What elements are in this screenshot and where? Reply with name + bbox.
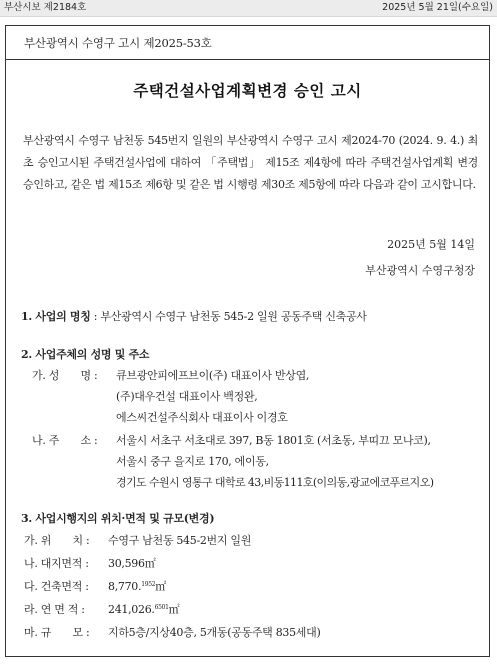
business-owner-name: 에스씨건설주식회사 대표이사 이경호 bbox=[116, 411, 288, 424]
notice-frame bbox=[5, 25, 490, 657]
publication-issue: 부산시보 제2184호 bbox=[4, 2, 87, 13]
section-1-value: 부산광역시 수영구 남천동 545-2 일원 공동주택 신축공사 bbox=[100, 310, 367, 323]
publication-header-bar bbox=[0, 0, 497, 17]
total-floor-area-decimal: 6501 bbox=[154, 604, 169, 611]
land-area: 30,596㎡ bbox=[108, 557, 156, 570]
item-label: 가. 위 치 : bbox=[24, 534, 90, 547]
total-floor-area bbox=[108, 601, 179, 617]
total-floor-area-value: 241,026. bbox=[108, 603, 155, 616]
business-owner-name: 큐브광안피에프브이(주) 대표이사 반상엽, bbox=[116, 369, 310, 382]
address-label: 나. 주 소 : bbox=[32, 434, 98, 447]
building-scale: 지하5층/지상40층, 5개동(공동주택 835세대) bbox=[108, 626, 321, 639]
section-2-heading: 2. 사업주체의 성명 및 주소 bbox=[21, 348, 150, 361]
item-label: 나. 대지면적 : bbox=[24, 557, 89, 570]
section-project-name bbox=[21, 308, 367, 324]
building-area-value: 8,770. bbox=[108, 580, 142, 593]
publication-date: 2025년 5월 21일(수요일) bbox=[382, 2, 493, 13]
section-1-separator: : bbox=[90, 310, 101, 323]
notice-issuer: 부산광역시 수영구청장 bbox=[365, 264, 475, 277]
business-owner-name: (주)대우건설 대표이사 백정완, bbox=[116, 390, 258, 403]
header-divider bbox=[6, 59, 489, 60]
notice-number: 부산광역시 수영구 고시 제2025-53호 bbox=[24, 36, 212, 50]
building-area-unit: ㎡ bbox=[155, 580, 166, 593]
item-label: 라. 연 면 적 : bbox=[24, 603, 85, 616]
business-owner-address: 서울시 서초구 서초대로 397, B동 1801호 (서초동, 부띠끄 모나코), bbox=[116, 434, 431, 447]
business-owner-address: 서울시 중구 을지로 170, 에이동, bbox=[116, 455, 269, 468]
total-floor-area-unit: ㎡ bbox=[168, 603, 180, 616]
notice-date: 2025년 5월 14일 bbox=[387, 238, 475, 251]
item-label: 다. 건축면적 : bbox=[24, 580, 89, 593]
notice-title: 주택건설사업계획변경 승인 고시 bbox=[133, 82, 362, 100]
section-1-heading: 1. 사업의 명칭 bbox=[21, 310, 91, 323]
building-area-decimal: 1952 bbox=[141, 581, 156, 588]
site-location: 수영구 남천동 545-2번지 일원 bbox=[108, 534, 252, 547]
notice-body: 부산광역시 수영구 남천동 545번지 일원의 부산광역시 수영구 고시 제2024-70 (2024. 9. 4.) 최초 승인고시된 주택건설사업에 대하여 「주택법」 제15조 제4항에 따라 주택건설사업계획 변경 승인하고, 같은 법 제15조 제6항 및 같은 법 시행령 제30조 제5항에 따라 다음과 같이 고시합니다. bbox=[23, 134, 478, 191]
business-owner-address: 경기도 수원시 영통구 대학로 43,비동111호(이의동,광교에코푸르지오) bbox=[116, 476, 434, 489]
name-label: 가. 성 명 : bbox=[32, 369, 98, 382]
section-3-heading: 3. 사업시행지의 위치·면적 및 규모(변경) bbox=[21, 512, 215, 525]
item-label: 마. 규 모 : bbox=[24, 626, 90, 639]
building-area bbox=[108, 578, 166, 594]
